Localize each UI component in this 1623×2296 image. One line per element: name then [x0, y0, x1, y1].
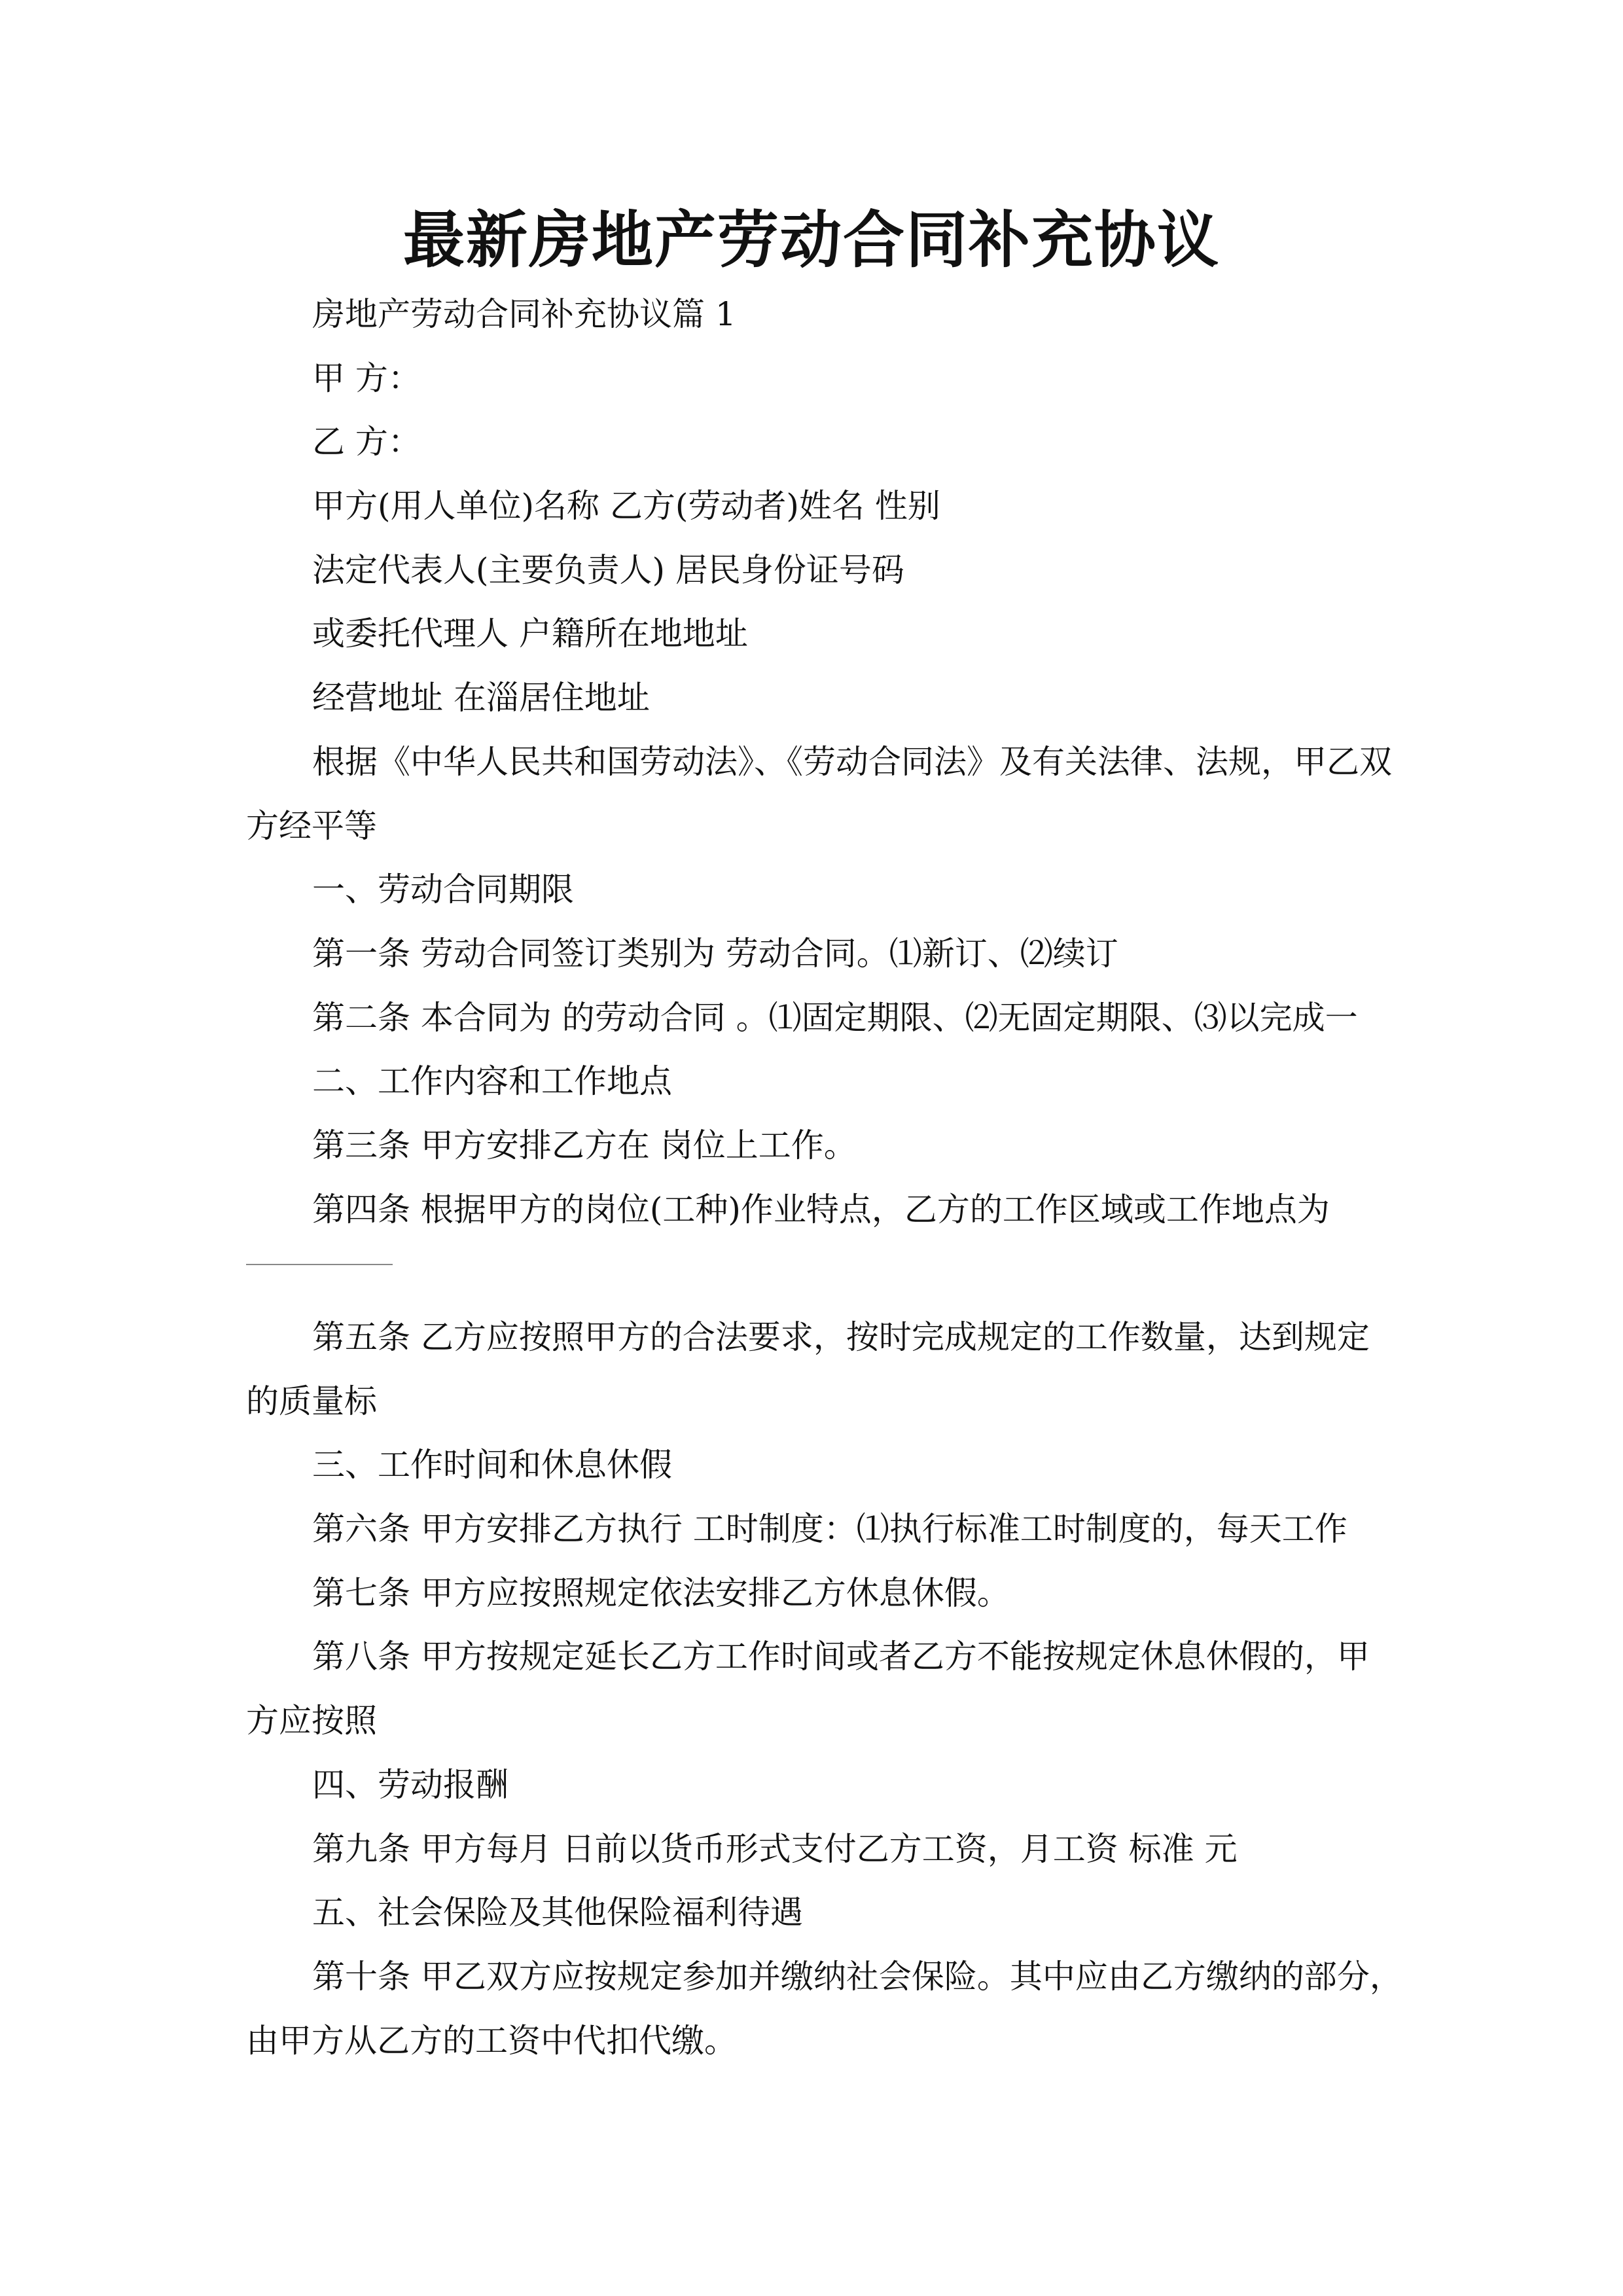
text-line: 法定代表人(主要负责人) 居民身份证号码	[312, 550, 904, 589]
text-line: 三、工作时间和休息休假	[312, 1446, 672, 1484]
text-line: 第八条 甲方按规定延长乙方工作时间或者乙方不能按规定休息休假的，甲	[312, 1638, 1370, 1676]
body-part-2	[246, 1306, 1402, 2073]
text-line: 或委托代理人 户籍所在地地址	[312, 615, 748, 653]
text-line: 方经平等	[246, 806, 377, 845]
document-body	[246, 283, 1402, 2073]
blank-fill-line	[246, 1242, 1398, 1306]
body-part-1	[246, 283, 1398, 1242]
text-line: 第十条 甲乙双方应按规定参加并缴纳社会保险。其中应由乙方缴纳的部分，	[312, 1957, 1402, 1996]
text-line: 房地产劳动合同补充协议篇 1	[312, 295, 736, 333]
text-line: 乙 方：	[312, 423, 421, 461]
text-line: 甲方(用人单位)名称 乙方(劳动者)姓名 性别	[312, 487, 940, 526]
text-line: 第七条 甲方应按照规定依法安排乙方休息休假。	[312, 1573, 1010, 1612]
text-line: 甲 方：	[312, 359, 421, 397]
text-line: 经营地址 在淄居住地址	[312, 679, 650, 717]
text-line: 方应按照	[246, 1702, 377, 1740]
text-line: 五、社会保险及其他保险福利待遇	[312, 1893, 803, 1932]
text-line: 四、劳动报酬	[312, 1765, 508, 1804]
text-line: 根据《中华人民共和国劳动法》、《劳动合同法》及有关法律、法规，甲乙双	[312, 742, 1392, 781]
text-line: 第二条 本合同为 的劳动合同 。⑴固定期限、⑵无固定期限、⑶以完成一	[312, 998, 1358, 1037]
text-line: 由甲方从乙方的工资中代扣代缴。	[246, 2021, 737, 2060]
text-line: 一、劳动合同期限	[312, 870, 574, 909]
text-line: 第九条 甲方每月 日前以货币形式支付乙方工资，月工资 标准 元	[312, 1829, 1238, 1868]
text-line: 二、工作内容和工作地点	[312, 1062, 672, 1101]
text-line: 的质量标	[246, 1382, 377, 1420]
text-line: 第四条 根据甲方的岗位(工种)作业特点，乙方的工作区域或工作地点为	[312, 1190, 1330, 1229]
text-line: 第六条 甲方安排乙方执行 工时制度：⑴执行标准工时制度的，每天工作	[312, 1510, 1347, 1549]
text-line: 第一条 劳动合同签订类别为 劳动合同。⑴新订、⑵续订	[312, 934, 1118, 973]
text-line: 第五条 乙方应按照甲方的合法要求，按时完成规定的工作数量，达到规定	[312, 1318, 1370, 1356]
underline-rule	[246, 1264, 393, 1265]
document-title: 最新房地产劳动合同补充协议	[402, 204, 1220, 276]
text-line: 第三条 甲方安排乙方在 岗位上工作。	[312, 1126, 857, 1164]
